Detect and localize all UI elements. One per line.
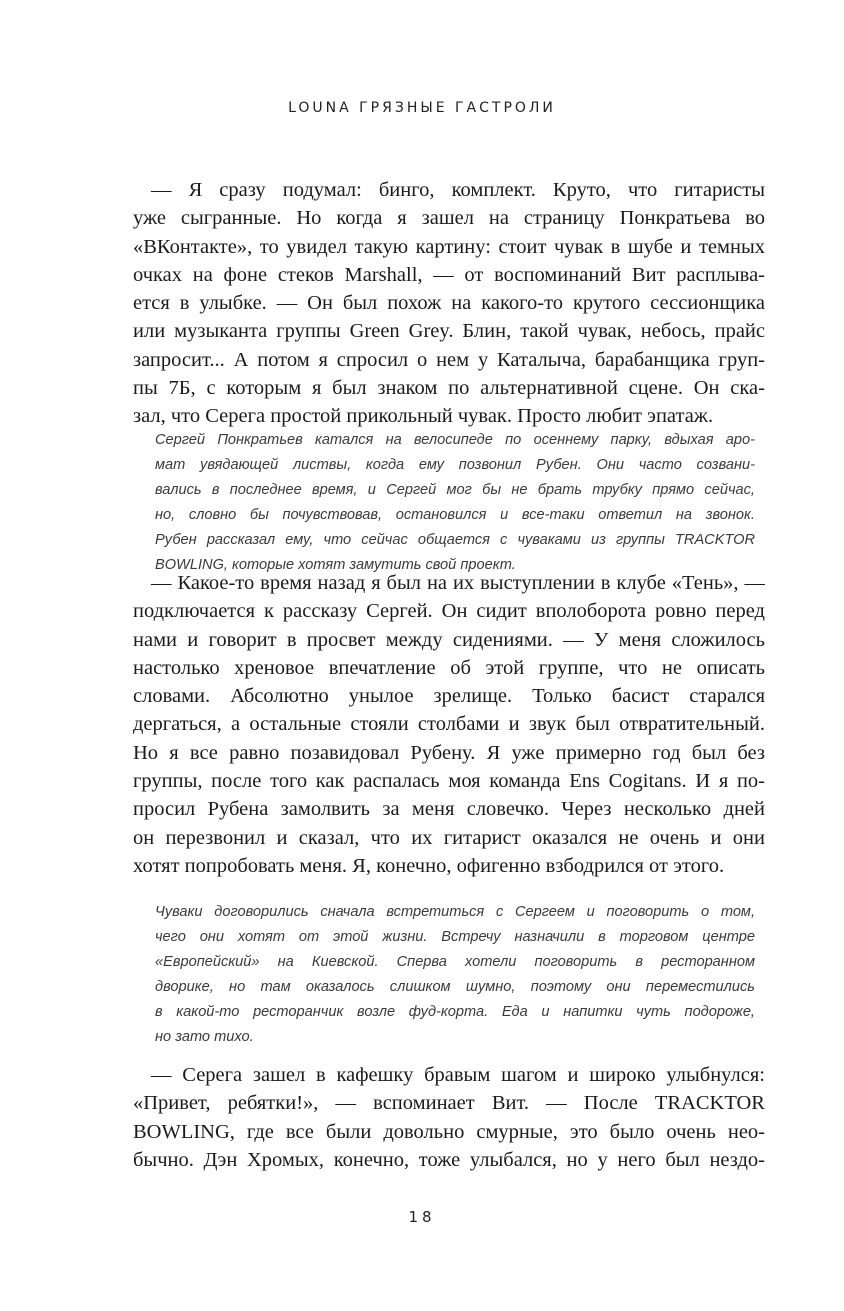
text-line: подключается к рассказу Сергей. Он сидит вполоборота ровно перед bbox=[133, 600, 765, 623]
text-line: Но я все равно позавидовал Рубену. Я уже примерно год был без bbox=[133, 741, 765, 764]
text-line: зал, что Серега простой прикольный чувак. Просто любит эпатаж. bbox=[133, 405, 714, 428]
aside-line: чего они хотят от этой жизни. Встречу назначили в торговом центре bbox=[155, 929, 755, 945]
text-line: дергаться, а остальные стояли столбами и звук был отвратительный. bbox=[133, 713, 765, 736]
italic-aside bbox=[155, 900, 755, 1050]
text-line: очках на фоне стеков Marshall, — от воспоминаний Вит расплыва- bbox=[133, 263, 765, 286]
text-line: группы, после того как распалась моя команда Ens Cogitans. И я по- bbox=[133, 770, 765, 793]
text-line: BOWLING, где все были довольно смурные, это было очень нео- bbox=[133, 1120, 765, 1143]
aside-line: мат увядающей листвы, когда ему позвонил Рубен. Они часто созвани- bbox=[155, 457, 755, 473]
aside-line: «Европейский» на Киевской. Сперва хотели поговорить в ресторанном bbox=[155, 954, 755, 970]
text-line: ется в улыбке. — Он был похож на какого-то крутого сессионщика bbox=[133, 292, 765, 315]
aside-line: Рубен рассказал ему, что сейчас общается с чуваками из группы TRACKTOR bbox=[155, 532, 755, 548]
aside-line: в какой-то ресторанчик возле фуд-корта. Еда и напитки чуть подороже, bbox=[155, 1004, 755, 1020]
text-line: — Я сразу подумал: бинго, комплект. Круто, что гитаристы bbox=[151, 179, 765, 201]
text-line: или музыканта группы Green Grey. Блин, такой чувак, небось, прайс bbox=[133, 320, 765, 343]
text-line: «ВКонтакте», то увидел такую картину: стоит чувак в шубе и темных bbox=[133, 235, 765, 258]
text-line: бычно. Дэн Хромых, конечно, тоже улыбался, но у него был нездо- bbox=[133, 1148, 765, 1171]
text-line: — Серега зашел в кафешку бравым шагом и широко улыбнулся: bbox=[151, 1064, 765, 1086]
aside-line: Чуваки договорились сначала встретиться с Сергеем и поговорить о том, bbox=[155, 904, 755, 920]
aside-line: дворике, но там оказалось слишком шумно, поэтому они переместились bbox=[155, 979, 755, 995]
body-paragraph bbox=[133, 1061, 765, 1174]
body-paragraph bbox=[133, 569, 765, 880]
text-line: «Привет, ребятки!», — вспоминает Вит. — После TRACKTOR bbox=[133, 1092, 765, 1115]
aside-line: но, словно бы почувствовав, остановился и все-таки ответил на звонок. bbox=[155, 507, 755, 523]
text-line: уже сыгранные. Но когда я зашел на страницу Понкратьева во bbox=[133, 207, 765, 230]
text-line: нами и говорит в просвет между сидениями. — У меня сложилось bbox=[133, 628, 765, 651]
text-line: словами. Абсолютно унылое зрелище. Только басист старался bbox=[133, 685, 765, 708]
text-line: запросит... А потом я спросил о нем у Каталыча, барабанщика груп- bbox=[133, 348, 765, 371]
aside-line: но зато тихо. bbox=[155, 1029, 254, 1045]
text-line: пы 7Б, с которым я был знаком по альтернативной сцене. Он ска- bbox=[133, 377, 765, 400]
text-line: настолько хреновое впечатление об этой группе, что не описать bbox=[133, 656, 765, 679]
aside-line: BOWLING, которые хотят замутить свой проект. bbox=[155, 557, 516, 573]
text-line: хотят попробовать меня. Я, конечно, офигенно взбодрился от этого. bbox=[133, 854, 725, 877]
text-line: он перезвонил и сказал, что их гитарист оказался не очень и они bbox=[133, 826, 765, 849]
text-line: просил Рубена замолвить за меня словечко. Через несколько дней bbox=[133, 798, 765, 821]
text-line: — Какое-то время назад я был на их выступлении в клубе «Тень», — bbox=[151, 572, 765, 594]
aside-line: вались в последнее время, и Сергей мог бы не брать трубку прямо сейчас, bbox=[155, 482, 755, 498]
italic-aside bbox=[155, 428, 755, 578]
page-number: 18 bbox=[408, 1208, 436, 1226]
running-header: LOUNA ГРЯЗНЫЕ ГАСТРОЛИ bbox=[288, 100, 556, 116]
aside-line: Сергей Понкратьев катался на велосипеде по осеннему парку, вдыхая аро- bbox=[155, 432, 755, 448]
body-paragraph bbox=[133, 176, 765, 431]
